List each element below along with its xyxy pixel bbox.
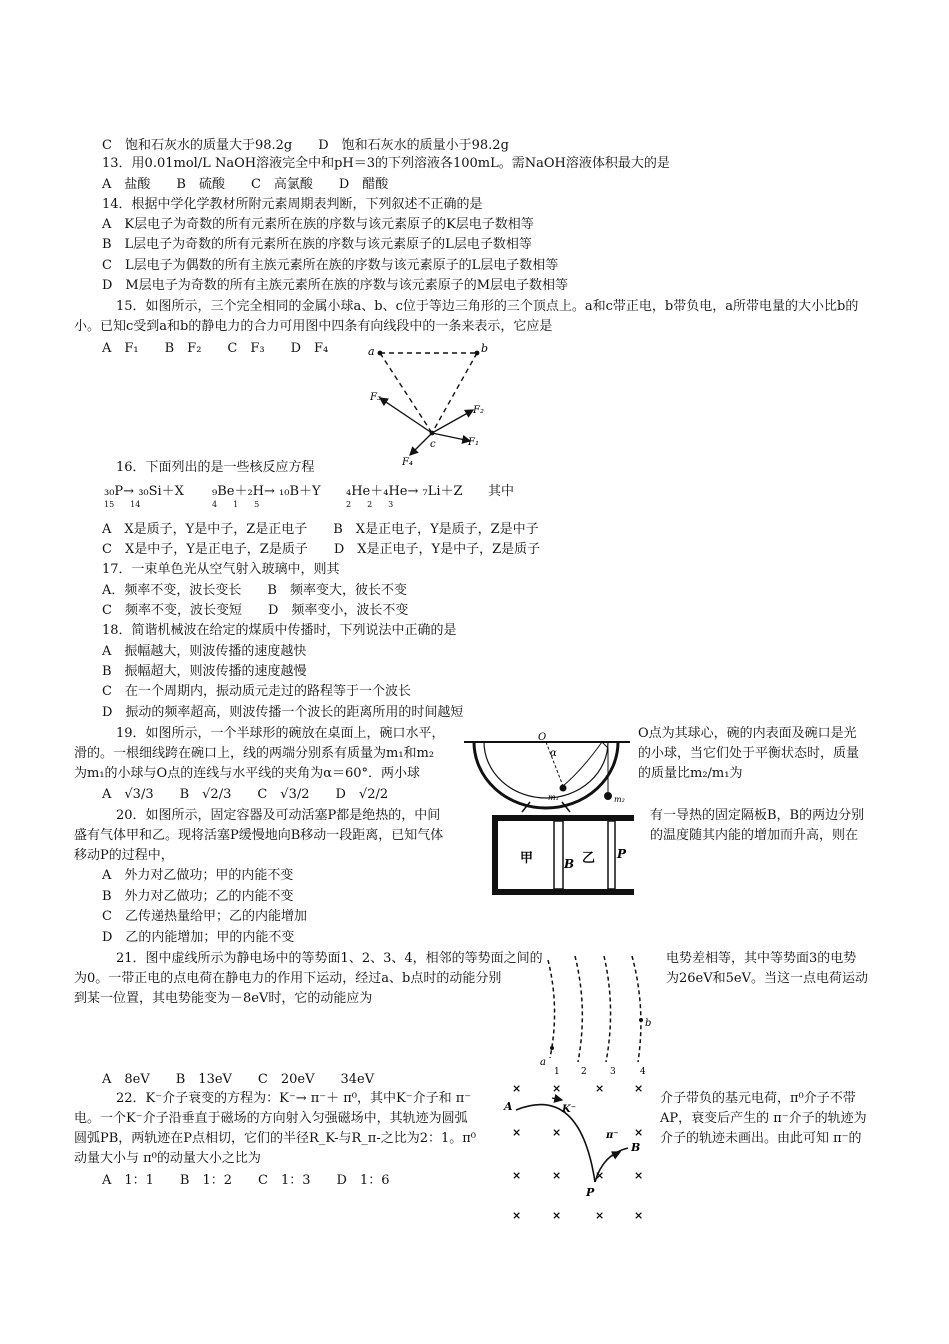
q15-arrow-f3 — [380, 398, 432, 433]
q20-option-b: B 外力对乙做功；乙的内能不变 — [102, 889, 294, 904]
q19-bowl-figure — [462, 730, 632, 818]
q21-surface-2 — [575, 956, 582, 1062]
q16-stem: 16．下面列出的是一些核反应方程 — [116, 460, 315, 475]
q15-label-a: a — [368, 345, 375, 358]
field-x: × — [552, 1082, 562, 1095]
q15-stem-line2: 小。已知c受到a和b的静电力的合力可用图中四条有向线段中的一条来表示，它应是 — [74, 319, 553, 334]
q19-line2-right: 的小球，当它们处于平衡状态时，质量 — [638, 746, 860, 761]
q14-stem: 14．根据中学化学教材所附元素周期表判断，下列叙述不正确的是 — [102, 197, 483, 212]
q20-line2-right: 的温度随其内能的增加而升高，则在 — [650, 828, 859, 843]
field-x: × — [634, 1126, 644, 1139]
field-x: × — [512, 1126, 522, 1139]
q20-line2-left: 盛有气体甲和乙。现将活塞P缓慢地向B移动一段距离，已知气体 — [74, 828, 444, 843]
q15-triangle-figure — [360, 338, 510, 470]
q15-label-b: b — [481, 342, 489, 355]
field-x: × — [634, 1169, 644, 1182]
q22-magnetic-field-figure — [500, 1074, 660, 1224]
q19-line2-left: 滑的。一根细线跨在碗口上，线的两端分别系有质量为m₁和m₂ — [74, 746, 435, 761]
q18-option-b: B 振幅超大，则波传播的速度越慢 — [102, 664, 307, 679]
q16-equation-3-sub: 2 2 3 — [346, 500, 394, 509]
q20-label-yi: 乙 — [582, 851, 596, 866]
q19-line1-right: O点为其球心，碗的内表面及碗口是光 — [638, 726, 857, 741]
field-x: × — [595, 1169, 605, 1182]
q17-option-cd: C 频率不变，波长变短 D 频率变小，波长不变 — [102, 603, 409, 618]
q14-option-d: D M层电子为奇数的所有主族元素所在族的序数与该元素原子的M层电子数相等 — [102, 278, 569, 293]
q22-label-pi: π⁻ — [606, 1130, 619, 1141]
q19-line3-left: 为m₁的小球与O点的连线与水平线的夹角为α＝60°．两小球 — [74, 766, 421, 781]
field-x: × — [634, 1209, 644, 1222]
q22-line1-left: 22．K⁻介子衰变的方程为：K⁻→ π⁻＋ π⁰，其中K⁻介子和 π⁻ — [116, 1091, 472, 1106]
field-x: × — [552, 1209, 562, 1222]
q18-option-a: A 振幅越大，则波传播的速度越快 — [102, 644, 307, 659]
field-x: × — [634, 1082, 644, 1095]
q19-label-o: O — [538, 732, 547, 743]
q15-arrow-f4 — [410, 433, 432, 455]
q22-line2-left: 电。一个K⁻介子沿垂直于磁场的方向射入匀强磁场中，其轨迹为圆弧 — [74, 1111, 468, 1126]
q14-option-b: B L层电子为奇数的所有元素所在族的序数与该元素原子的L层电子数相等 — [102, 237, 532, 252]
q16-equation-2-sub: 4 1 5 — [212, 500, 260, 509]
q22-line2-right: AP，衰变后产生的 π⁻介子的轨迹为 — [660, 1111, 867, 1126]
q17-stem: 17．一束单色光从空气射入玻璃中，则其 — [102, 562, 340, 577]
q13-options: A 盐酸 B 硫酸 C 高氯酸 D 醋酸 — [102, 177, 389, 192]
field-x: × — [595, 1082, 605, 1095]
q15-label-c: c — [430, 439, 436, 450]
q21-equipotential-figure — [530, 948, 660, 1078]
q18-stem: 18．简谐机械波在给定的煤质中传播时，下列说法中正确的是 — [102, 623, 457, 638]
q21-line1-right: 电势差相等，其中等势面3的电势 — [666, 951, 857, 966]
q20-option-c: C 乙传递热量给甲；乙的内能增加 — [102, 909, 307, 924]
q21-label-3: 3 — [610, 1067, 616, 1077]
field-x: × — [512, 1169, 522, 1182]
q22-field-crosses — [512, 1082, 643, 1222]
q22-line3-left: 圆弧PB，两轨迹在P点相切，它们的半径R_K-与R_π-之比为2：1。π⁰ — [74, 1131, 477, 1146]
field-x: × — [595, 1209, 605, 1222]
q20-option-a: A 外力对乙做功；甲的内能不变 — [102, 868, 294, 883]
q21-surface-3 — [604, 956, 611, 1062]
q19-label-m2: m₂ — [614, 795, 625, 804]
q21-label-b: b — [645, 1018, 652, 1029]
q16-equation-1-sub: 15 14 — [104, 500, 141, 509]
q18-option-d: D 振动的频率超高，则波传播一个波长的距离所用的时间越短 — [102, 705, 464, 720]
q21-line2-left: 为0。一带正电的点电荷在静电力的作用下运动，经过a、b点时的动能分别 — [74, 971, 502, 986]
q19-options: A √3/3 B √2/3 C √3/2 D √2/2 — [102, 787, 389, 802]
q22-label-a: A — [504, 1100, 513, 1113]
q15-label-f1: F₁ — [468, 437, 479, 448]
q21-line2-right: 为26eV和5eV。当这一点电荷运动 — [666, 971, 868, 986]
q21-label-2: 2 — [581, 1067, 587, 1077]
q15-label-f4: F₄ — [402, 457, 413, 468]
field-x: × — [552, 1126, 562, 1139]
q17-option-ab: A．频率不变，波长变长 B 频率变大，彼长不变 — [102, 583, 407, 598]
q15-label-f3: F₃ — [370, 392, 381, 403]
q18-option-c: C 在一个周期内，振动质元走过的路程等于一个波长 — [102, 684, 411, 699]
q22-label-p: P — [586, 1186, 595, 1199]
q22-label-b: B — [631, 1141, 641, 1154]
q14-option-c: C L层电子为偶数的所有主族元素所在族的序数与该元素原子的L层电子数相等 — [102, 258, 559, 273]
q19-line3-right: 的质量比m₂/m₁为 — [638, 766, 743, 781]
q15-arrow-f1 — [432, 433, 470, 441]
q22-line3-right: 介子的轨迹未画出。由此可知 π⁻的 — [660, 1131, 862, 1146]
q12-option-cd: C 饱和石灰水的质量大于98.2g D 饱和石灰水的质量小于98.2g — [102, 138, 509, 153]
q21-options: A 8eV B 13eV C 20eV 34eV — [102, 1072, 375, 1087]
q19-label-alpha: α — [550, 748, 557, 759]
q16-tail: 其中 — [488, 484, 515, 499]
q15-stem-line1: 15．如图所示，三个完全相同的金属小球a、b、c位于等边三角形的三个顶点上。a和c带正电，b带负电，a所带电量的大小比b的 — [116, 299, 859, 314]
q22-line4-left: 动量大小与 π⁰的动量大小之比为 — [74, 1151, 261, 1166]
q20-label-jia: 甲 — [520, 851, 534, 866]
q16-option-cd: C X是中子，Y是正电子，Z是质子 D X是正电子，Y是中子，Z是质子 — [102, 542, 541, 557]
q16-option-ab: A X是质子，Y是中子，Z是正电子 B X是正电子，Y是质子，Z是中子 — [102, 522, 539, 537]
q19-line1-left: 19．如图所示，一个半球形的碗放在桌面上，碗口水平， — [116, 726, 445, 741]
q16-equation-2: ₉Be＋₂H→ ₁₀B＋Y — [212, 484, 321, 499]
q22-line1-right: 介子带负的基元电荷，π⁰介子不带 — [660, 1091, 856, 1106]
q20-line3-left: 移动P的过程中， — [74, 848, 174, 863]
q15-options: A F₁ B F₂ C F₃ D F₄ — [102, 341, 329, 356]
q20-line1-right: 有一导热的固定隔板B，B的两边分别 — [650, 808, 865, 823]
q20-label-b: B — [564, 857, 575, 871]
q19-label-m1: m₁ — [548, 793, 559, 802]
q20-line1-left: 20．如图所示，固定容器及可动活塞P都是绝热的，中间 — [116, 808, 441, 823]
q21-surface-4 — [632, 956, 641, 1062]
q20-label-p: P — [617, 847, 627, 861]
q21-line1-left: 21．图中虚线所示为静电场中的等势面1、2、3、4，相邻的等势面之间的 — [116, 951, 543, 966]
field-x: × — [552, 1169, 562, 1182]
field-x: × — [512, 1082, 522, 1095]
q20-container-figure — [488, 812, 638, 898]
q15-label-f2: F₂ — [473, 405, 484, 416]
q21-line3-left: 到某一位置，其电势能变为－8eV时，它的动能应为 — [74, 991, 373, 1006]
q21-surface-1 — [548, 960, 555, 1058]
q15-arrow-f2 — [432, 410, 473, 433]
q22-options: A 1：1 B 1：2 C 1：3 D 1：6 — [102, 1173, 390, 1188]
q20-option-d: D 乙的内能增加；甲的内能不变 — [102, 930, 295, 945]
q16-equation-1: ₃₀P→ ₃₀Si＋X — [104, 484, 184, 499]
q22-label-k: K⁻ — [562, 1104, 576, 1115]
q14-option-a: A K层电子为奇数的所有元素所在族的序数与该元素原子的K层电子数相等 — [102, 217, 534, 232]
q21-label-1: 1 — [554, 1067, 560, 1077]
q16-equation-3: ₄He＋₄He→ ₇Li＋Z — [346, 484, 463, 499]
q21-label-4: 4 — [640, 1067, 646, 1077]
q21-label-a: a — [540, 1057, 546, 1068]
field-x: × — [512, 1209, 522, 1222]
q13-stem: 13．用0.01mol/L NaOH溶液完全中和pH＝3的下列溶液各100mL。需NaOH溶液体积最大的是 — [102, 156, 670, 171]
